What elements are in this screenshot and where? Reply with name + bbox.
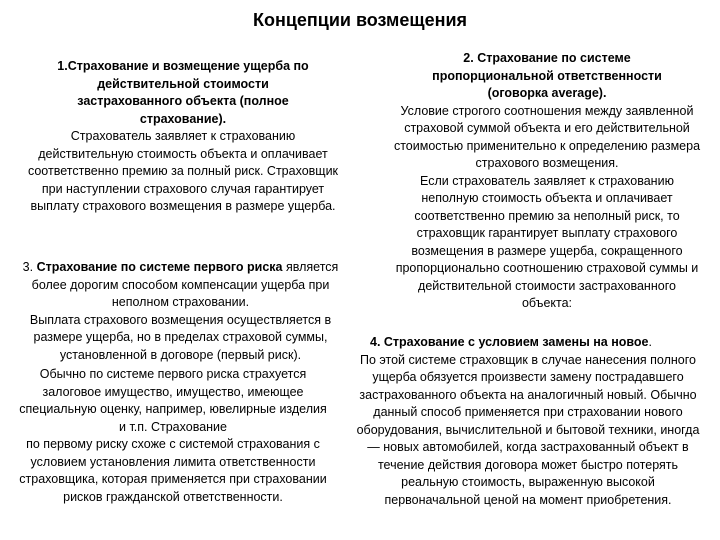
section1-heading: 1.Страхование и возмещение ущерба по действительной стоимости застрахованного объекта (полное страхование). bbox=[57, 59, 309, 126]
section4-heading-suffix: . bbox=[648, 335, 652, 349]
section-first-risk-examples bbox=[8, 366, 338, 506]
section4-body: По этой системе страховщик в случае нанесения полного ущерба обязуется произвести замену пострадавшего застрахованного объекта на аналогичный новый. Обычно данный способ применяется при страховании нового оборудования, вычислительной и бытовой техники, иногда — новых автомобилей, когда застрахованный объект в течение действия договора может быстро потерять реальную стоимость, выраженную высокой первоначальной ценой на момент приобретения. bbox=[356, 352, 700, 507]
section-proportional bbox=[392, 50, 702, 313]
section1-body: Страхователь заявляет к страхованию действительную стоимость объекта и оплачивает соответственно премию за полный риск. Страховщик при наступлении страхового случая гарантирует выплату страхового возмещения в размере ущерба. bbox=[27, 129, 339, 213]
page-title: Концепции возмещения bbox=[252, 10, 468, 30]
section2-body2: Если страхователь заявляет к страхованию неполную стоимость объекта и оплачивает соответственно премию за неполный риск, то страховщик гарантирует выплату страхового возмещения в размере ущерба, сокращенного пропорционально соотношению страховой суммы и действительной стоимости застрахованного объекта: bbox=[395, 173, 699, 310]
section3-body4: по первому риску схоже с системой страхования с условием установления лимита ответственности страховщика, которая применяется при страховании рисков гражданской ответственности. bbox=[19, 437, 327, 504]
section3-body1: является более дорогим способом компенсации ущерба при неполном страховании. bbox=[31, 260, 339, 309]
section2-body1: Условие строгого соотношения между заявленной страховой суммой объекта и его действительной стоимостью применительно к определению размера страхового возмещения. bbox=[393, 103, 701, 170]
section-first-risk bbox=[8, 259, 353, 364]
section3-heading: Страхование по системе первого риска bbox=[36, 260, 283, 274]
section4-heading-line bbox=[352, 334, 704, 352]
section-replacement bbox=[352, 334, 704, 509]
section3-intro bbox=[8, 259, 353, 312]
section4-heading: 4. Страхование с условием замены на новое bbox=[370, 335, 649, 349]
section2-heading: 2. Страхование по системе пропорциональной ответственности (оговорка average). bbox=[432, 51, 662, 100]
section3-number: 3. bbox=[22, 260, 34, 274]
section-full-insurance bbox=[22, 58, 344, 216]
section3-body3: Обычно по системе первого риска страхуется залоговое имущество, имущество, имеющее специальную оценку, например, ювелирные изделия и т.п. Страхование bbox=[19, 367, 327, 434]
section3-body2: Выплата страхового возмещения осуществляется в размере ущерба, но в пределах страховой суммы, установленной в договоре (первый риск). bbox=[29, 312, 332, 362]
